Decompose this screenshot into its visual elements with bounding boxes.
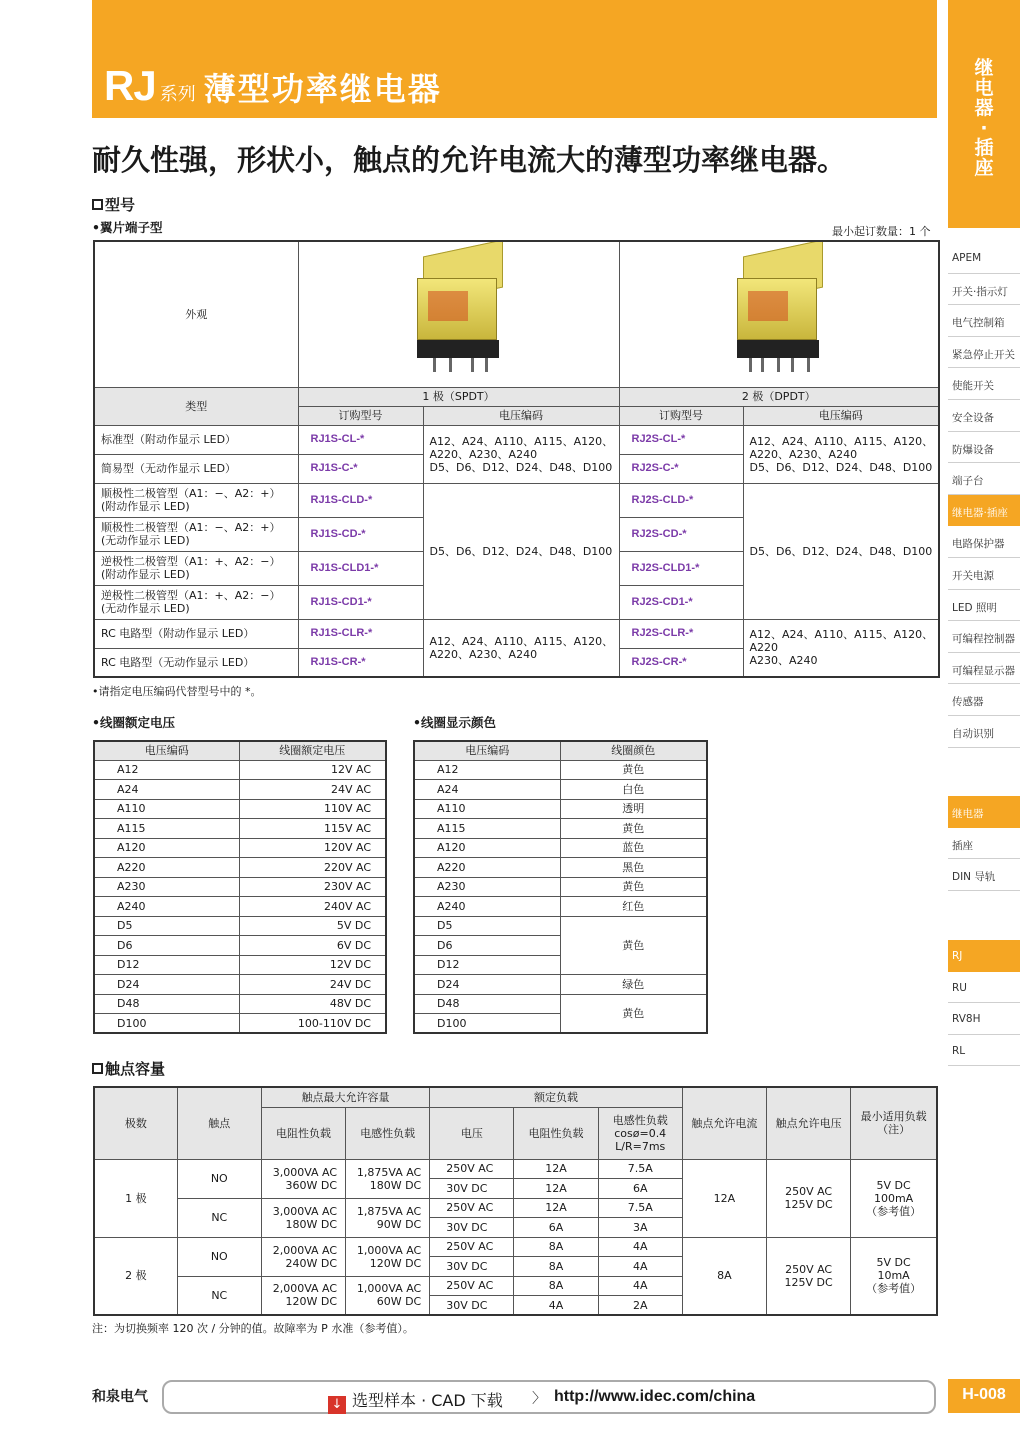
coil-color-title: •线圈显示颜色	[413, 715, 496, 730]
sidebar-category-item[interactable]: 自动识别	[948, 716, 1020, 748]
col-max-capacity: 触点最大允许容量	[261, 1087, 429, 1107]
sidebar-category-item[interactable]: 传感器	[948, 684, 1020, 716]
sidebar-series-item[interactable]: RV8H	[948, 1003, 1020, 1035]
rated-voltage: 30V DC	[430, 1218, 514, 1238]
table-row	[414, 780, 707, 800]
sidebar-category-item[interactable]: 可编程控制器	[948, 621, 1020, 653]
table-row	[94, 1014, 386, 1034]
table-row	[414, 838, 707, 858]
coil-voltage-title: •线圈额定电压	[92, 715, 175, 730]
sidebar-category-item[interactable]: 可编程显示器	[948, 653, 1020, 685]
order-code-2pole: RJ2S-C-*	[619, 454, 743, 483]
table-row	[94, 897, 386, 917]
rated-resistive: 12A	[514, 1179, 598, 1199]
order-code-1pole: RJ1S-CL-*	[298, 425, 423, 454]
table-row	[414, 975, 707, 995]
rated-voltage: 250V AC	[430, 1237, 514, 1257]
model-type: 顺极性二极管型（A1：−、A2：+） (附动作显示 LED)	[94, 483, 298, 517]
rated-inductive: 4A	[598, 1257, 682, 1277]
coil-color: 黄色	[560, 760, 707, 780]
voltage-code: D5	[94, 916, 239, 936]
model-type: 顺极性二极管型（A1：−、A2：+） (无动作显示 LED)	[94, 517, 298, 551]
coil-color: 透明	[560, 799, 707, 819]
rated-voltage: 30V DC	[430, 1179, 514, 1199]
contact-note: 注：为切换频率 120 次 / 分钟的值。故障率为 P 水准（参考值）。	[92, 1322, 414, 1335]
rated-inductive: 6A	[598, 1179, 682, 1199]
sidebar-category-item[interactable]: LED 照明	[948, 590, 1020, 622]
col-resistive: 电阻性负载	[261, 1107, 345, 1159]
contact-type: NC	[177, 1276, 261, 1315]
pole2-header: 2 极（DPDT）	[619, 387, 939, 406]
sidebar-subcategory-item[interactable]: 插座	[948, 828, 1020, 860]
rated-inductive: 2A	[598, 1296, 682, 1316]
chevron-right-icon: 〉	[532, 1391, 546, 1407]
table-row	[94, 799, 386, 819]
sidebar-series-item[interactable]: RJ	[948, 940, 1020, 972]
voltage-code: D6	[94, 936, 239, 956]
table-row	[94, 936, 386, 956]
relay-image-dpdt	[619, 241, 939, 387]
table-row	[414, 819, 707, 839]
coil-voltage-col-voltage: 线圈额定电压	[239, 741, 386, 760]
voltage-code-header: 电压编码	[423, 406, 619, 425]
checkbox-square-icon	[92, 199, 103, 210]
table-row	[94, 858, 386, 878]
coil-color-table	[413, 740, 708, 1034]
sidebar-subcategory-item[interactable]: 继电器	[948, 796, 1020, 828]
contact-type: NO	[177, 1237, 261, 1276]
rated-voltage: 220V AC	[239, 858, 386, 878]
col-voltage: 电压	[430, 1107, 514, 1159]
col-allowable-current: 触点允许电流	[682, 1087, 766, 1159]
voltage-code: D12	[414, 955, 560, 975]
table-row	[94, 994, 386, 1014]
voltage-code: A230	[414, 877, 560, 897]
voltage-codes-2pole: D5、D6、D12、D24、D48、D100	[743, 483, 939, 619]
sidebar-category-item[interactable]: 开关·指示灯	[948, 274, 1020, 306]
min-load: 5V DC 10mA （参考值）	[851, 1237, 937, 1315]
order-code-2pole: RJ2S-CL-*	[619, 425, 743, 454]
voltage-code: A240	[94, 897, 239, 917]
allowable-current: 8A	[682, 1237, 766, 1315]
rated-voltage: 115V AC	[239, 819, 386, 839]
model-type: 标准型（附动作显示 LED）	[94, 425, 298, 454]
order-code-1pole: RJ1S-CLD1-*	[298, 551, 423, 585]
pole1-header: 1 极（SPDT）	[298, 387, 619, 406]
order-code-1pole: RJ1S-CD1-*	[298, 585, 423, 619]
table-row	[414, 897, 707, 917]
order-code-header: 订购型号	[298, 406, 423, 425]
voltage-code: A12	[94, 760, 239, 780]
rated-voltage: 100-110V DC	[239, 1014, 386, 1034]
table-row	[414, 916, 707, 936]
order-code-1pole: RJ1S-C-*	[298, 454, 423, 483]
series-label: 系列	[159, 84, 196, 105]
rated-voltage: 250V AC	[430, 1198, 514, 1218]
min-order-note: 最小起订数量：1 个	[832, 225, 931, 238]
max-resistive: 3,000VA AC 360W DC	[261, 1159, 345, 1198]
max-inductive: 1,875VA AC 90W DC	[346, 1198, 430, 1237]
sidebar-nav-categories	[948, 242, 1020, 748]
page-title	[104, 62, 442, 110]
pole-count: 1 极	[94, 1159, 177, 1237]
rated-voltage: 250V AC	[430, 1276, 514, 1296]
voltage-code: A110	[414, 799, 560, 819]
voltage-code: A115	[94, 819, 239, 839]
sidebar-category-item[interactable]: 防爆设备	[948, 432, 1020, 464]
order-code-2pole: RJ2S-CLR-*	[619, 619, 743, 648]
sidebar-category-item[interactable]: 电气控制箱	[948, 305, 1020, 337]
rated-resistive: 8A	[514, 1276, 598, 1296]
min-load: 5V DC 100mA （参考值）	[851, 1159, 937, 1237]
voltage-code: D48	[94, 994, 239, 1014]
rated-voltage: 250V AC	[430, 1159, 514, 1179]
rated-inductive: 3A	[598, 1218, 682, 1238]
sidebar-series-item[interactable]: RU	[948, 972, 1020, 1004]
col-contact: 触点	[177, 1087, 261, 1159]
sidebar-category-item[interactable]: 电路保护器	[948, 526, 1020, 558]
rated-voltage: 30V DC	[430, 1296, 514, 1316]
model-type: RC 电路型（附动作显示 LED）	[94, 619, 298, 648]
download-icon: ↓	[328, 1396, 346, 1414]
contact-type: NO	[177, 1159, 261, 1198]
table-row	[94, 819, 386, 839]
contact-type: NC	[177, 1198, 261, 1237]
rated-voltage: 12V AC	[239, 760, 386, 780]
max-inductive: 1,000VA AC 60W DC	[346, 1276, 430, 1315]
table-row	[94, 1237, 937, 1257]
col-inductive: 电感性负载	[346, 1107, 430, 1159]
product-name: 薄型功率继电器	[203, 70, 442, 108]
appearance-label: 外观	[94, 241, 298, 387]
rated-inductive: 4A	[598, 1237, 682, 1257]
allowable-voltage: 250V AC 125V DC	[767, 1159, 851, 1237]
rated-resistive: 8A	[514, 1257, 598, 1277]
voltage-code: D48	[414, 994, 560, 1014]
model-row	[94, 483, 939, 517]
voltage-code: D100	[414, 1014, 560, 1034]
sidebar-category-item[interactable]: 使能开关	[948, 368, 1020, 400]
sidebar-category-item[interactable]: 继电器·插座	[948, 495, 1020, 527]
voltage-code: D12	[94, 955, 239, 975]
section-title-model: 型号	[92, 194, 135, 215]
coil-color: 蓝色	[560, 838, 707, 858]
col-allowable-voltage: 触点允许电压	[767, 1087, 851, 1159]
table-row	[94, 955, 386, 975]
rated-resistive: 12A	[514, 1159, 598, 1179]
voltage-code: D24	[414, 975, 560, 995]
model-note: •请指定电压编码代替型号中的 *。	[92, 685, 262, 698]
checkbox-square-icon	[92, 1063, 103, 1074]
model-row	[94, 619, 939, 648]
max-resistive: 2,000VA AC 120W DC	[261, 1276, 345, 1315]
table-row	[414, 877, 707, 897]
order-code-1pole: RJ1S-CR-*	[298, 648, 423, 677]
voltage-code: A120	[94, 838, 239, 858]
coil-voltage-table	[93, 740, 387, 1034]
coil-color-col-code: 电压编码	[414, 741, 560, 760]
sidebar-category-item[interactable]: 开关电源	[948, 558, 1020, 590]
col-resistive: 电阻性负载	[514, 1107, 598, 1159]
rated-inductive: 4A	[598, 1276, 682, 1296]
coil-color: 黑色	[560, 858, 707, 878]
voltage-code: A220	[94, 858, 239, 878]
table-row	[414, 760, 707, 780]
col-poles: 极数	[94, 1087, 177, 1159]
order-code-2pole: RJ2S-CLD1-*	[619, 551, 743, 585]
voltage-code: A12	[414, 760, 560, 780]
sidebar-nav-subcategories	[948, 796, 1020, 891]
coil-color: 黄色	[560, 819, 707, 839]
table-row	[94, 975, 386, 995]
category-tab-label: 继电器·插座	[974, 57, 994, 179]
voltage-code: A115	[414, 819, 560, 839]
brand-logo: 和泉电气	[92, 1389, 148, 1405]
rated-resistive: 12A	[514, 1198, 598, 1218]
voltage-code: A110	[94, 799, 239, 819]
model-table	[93, 240, 940, 678]
download-bar[interactable]	[162, 1380, 936, 1414]
order-code-2pole: RJ2S-CD-*	[619, 517, 743, 551]
voltage-code: A240	[414, 897, 560, 917]
pole-count: 2 极	[94, 1237, 177, 1315]
rated-voltage: 6V DC	[239, 936, 386, 956]
table-row	[414, 799, 707, 819]
table-row	[94, 760, 386, 780]
coil-color: 红色	[560, 897, 707, 917]
sidebar-nav-series	[948, 940, 1020, 1066]
voltage-codes-1pole: A12、A24、A110、A115、A120、A220、A230、A240 D5、D6、D12、D24、D48、D100	[423, 425, 619, 483]
sidebar-category-item[interactable]: 紧急停止开关	[948, 337, 1020, 369]
coil-color-col-color: 线圈颜色	[560, 741, 707, 760]
coil-color: 白色	[560, 780, 707, 800]
voltage-code: A120	[414, 838, 560, 858]
sidebar-category-item[interactable]: APEM	[948, 242, 1020, 274]
max-resistive: 3,000VA AC 180W DC	[261, 1198, 345, 1237]
order-code-1pole: RJ1S-CLD-*	[298, 483, 423, 517]
website-link[interactable]: http://www.idec.com/china	[554, 1388, 756, 1405]
rated-voltage: 120V AC	[239, 838, 386, 858]
rated-voltage: 24V DC	[239, 975, 386, 995]
rated-inductive: 7.5A	[598, 1198, 682, 1218]
max-inductive: 1,000VA AC 120W DC	[346, 1237, 430, 1276]
table-row	[94, 877, 386, 897]
order-code-1pole: RJ1S-CLR-*	[298, 619, 423, 648]
rated-inductive: 7.5A	[598, 1159, 682, 1179]
sidebar-category-item[interactable]: 安全设备	[948, 400, 1020, 432]
sidebar-series-item[interactable]: RL	[948, 1035, 1020, 1067]
rated-voltage: 24V AC	[239, 780, 386, 800]
category-tab[interactable]	[948, 0, 1020, 228]
contact-capacity-table	[93, 1086, 938, 1316]
voltage-code-header: 电压编码	[743, 406, 939, 425]
rated-voltage: 5V DC	[239, 916, 386, 936]
table-row	[414, 994, 707, 1014]
table-row	[414, 858, 707, 878]
voltage-code: D24	[94, 975, 239, 995]
model-type: 简易型（无动作显示 LED）	[94, 454, 298, 483]
model-type: 逆极性二极管型（A1：+、A2：−） (附动作显示 LED)	[94, 551, 298, 585]
col-rated-load: 额定负载	[430, 1087, 683, 1107]
voltage-codes-1pole: A12、A24、A110、A115、A120、A220、A230、A240	[423, 619, 619, 677]
coil-color: 黄色	[560, 877, 707, 897]
table-row	[94, 1159, 937, 1179]
voltage-code: A24	[414, 780, 560, 800]
allowable-current: 12A	[682, 1159, 766, 1237]
order-code-1pole: RJ1S-CD-*	[298, 517, 423, 551]
table-row	[94, 838, 386, 858]
coil-color: 绿色	[560, 975, 707, 995]
table-row	[94, 780, 386, 800]
model-type: 逆极性二极管型（A1：+、A2：−） (无动作显示 LED)	[94, 585, 298, 619]
relay-image-spdt	[298, 241, 619, 387]
allowable-voltage: 250V AC 125V DC	[767, 1237, 851, 1315]
sidebar-subcategory-item[interactable]: DIN 导轨	[948, 859, 1020, 891]
rated-voltage: 110V AC	[239, 799, 386, 819]
table-row	[94, 916, 386, 936]
rated-voltage: 230V AC	[239, 877, 386, 897]
sidebar-category-item[interactable]: 端子台	[948, 463, 1020, 495]
col-min-load: 最小适用负载 （注）	[851, 1087, 937, 1159]
order-code-header: 订购型号	[619, 406, 743, 425]
voltage-code: D6	[414, 936, 560, 956]
type-header: 类型	[94, 387, 298, 425]
coil-color: 黄色	[560, 916, 707, 975]
rated-resistive: 6A	[514, 1218, 598, 1238]
order-code-2pole: RJ2S-CR-*	[619, 648, 743, 677]
order-code-2pole: RJ2S-CD1-*	[619, 585, 743, 619]
page-number: H-008	[948, 1379, 1020, 1413]
voltage-code: D5	[414, 916, 560, 936]
header-band	[92, 0, 937, 118]
max-inductive: 1,875VA AC 180W DC	[346, 1159, 430, 1198]
series-code: RJ	[104, 62, 156, 109]
download-link[interactable]: ↓ 选型样本 · CAD 下载	[328, 1388, 503, 1414]
order-code-2pole: RJ2S-CLD-*	[619, 483, 743, 517]
voltage-code: A230	[94, 877, 239, 897]
slogan: 耐久性强，形状小，触点的允许电流大的薄型功率继电器。	[92, 143, 847, 177]
model-row	[94, 425, 939, 454]
subtitle-tab-terminal: •翼片端子型	[92, 220, 163, 235]
model-type: RC 电路型（无动作显示 LED）	[94, 648, 298, 677]
rated-voltage: 30V DC	[430, 1257, 514, 1277]
section-title-contact: 触点容量	[92, 1058, 165, 1079]
rated-resistive: 8A	[514, 1237, 598, 1257]
coil-color: 黄色	[560, 994, 707, 1033]
voltage-code: D100	[94, 1014, 239, 1034]
rated-voltage: 48V DC	[239, 994, 386, 1014]
voltage-codes-1pole: D5、D6、D12、D24、D48、D100	[423, 483, 619, 619]
voltage-code: A24	[94, 780, 239, 800]
rated-voltage: 12V DC	[239, 955, 386, 975]
col-inductive-cos: 电感性负载 cosø=0.4 L/R=7ms	[598, 1107, 682, 1159]
voltage-codes-2pole: A12、A24、A110、A115、A120、A220 A230、A240	[743, 619, 939, 677]
rated-resistive: 4A	[514, 1296, 598, 1316]
rated-voltage: 240V AC	[239, 897, 386, 917]
voltage-code: A220	[414, 858, 560, 878]
voltage-codes-2pole: A12、A24、A110、A115、A120、A220、A230、A240 D5、D6、D12、D24、D48、D100	[743, 425, 939, 483]
max-resistive: 2,000VA AC 240W DC	[261, 1237, 345, 1276]
coil-voltage-col-code: 电压编码	[94, 741, 239, 760]
